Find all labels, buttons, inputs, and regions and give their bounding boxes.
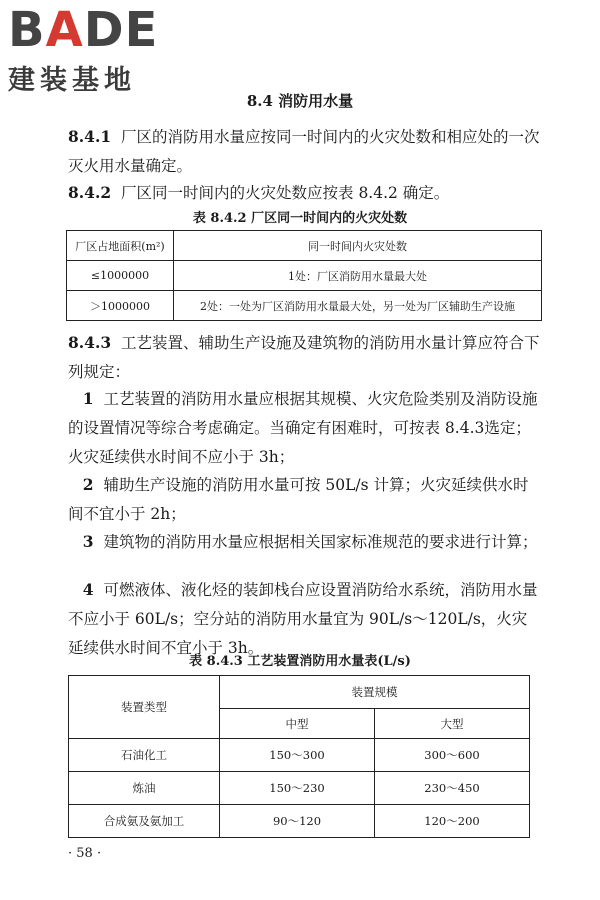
logo — [8, 2, 159, 97]
table-row — [69, 772, 530, 805]
header-cell: 厂区占地面积(m²) — [67, 231, 174, 261]
table-row — [67, 261, 542, 291]
table-cell: 120～200 — [375, 805, 530, 838]
item-number: 4 — [82, 580, 94, 599]
table-cell: 1处：厂区消防用水量最大处 — [174, 261, 542, 291]
table-row — [67, 291, 542, 321]
clause-number: 8.4.2 — [68, 183, 112, 202]
item-number: 3 — [82, 532, 94, 551]
header-cell: 大型 — [375, 709, 530, 739]
clause-text: 厂区同一时间内的火灾处数应按表 8.4.2 确定。 — [121, 184, 450, 202]
clause-number: 8.4.1 — [68, 127, 112, 146]
table-cell: ＞1000000 — [67, 291, 174, 321]
list-item — [68, 384, 540, 472]
clause-text: 厂区的消防用水量应按同一时间内的火灾处数和相应处的一次灭火用水量确定。 — [68, 128, 540, 175]
table-cell: 150～230 — [220, 772, 375, 805]
list-item — [68, 527, 540, 557]
table-caption: 表 8.4.3 工艺装置消防用水量表(L/s) — [189, 654, 411, 669]
table-cell: 300～600 — [375, 739, 530, 772]
table-cell: 石油化工 — [69, 739, 220, 772]
table-row — [69, 805, 530, 838]
clause-8-4-1 — [68, 122, 540, 181]
table-cell: 2处：一处为厂区消防用水量最大处，另一处为厂区辅助生产设施 — [174, 291, 542, 321]
header-cell: 中型 — [220, 709, 375, 739]
item-number: 1 — [82, 389, 94, 408]
fire-count-table — [66, 230, 542, 321]
logo-subtitle: 建装基地 — [8, 65, 136, 96]
table-caption: 表 8.4.2 厂区同一时间内的火灾处数 — [192, 211, 408, 226]
section-title: 8.4 消防用水量 — [246, 92, 354, 110]
item-text: 可燃液体、液化烃的装卸栈台应设置消防给水系统，消防用水量不应小于 60L/s；空分站的消防用水量宜为 90L/s～120L/s，火灾延续供水时间不宜小于 3h。 — [68, 581, 538, 657]
water-demand-table — [68, 675, 530, 838]
table-cell: 150～300 — [220, 739, 375, 772]
table-cell: 230～450 — [375, 772, 530, 805]
table-row — [69, 739, 530, 772]
header-cell: 装置规模 — [220, 676, 530, 709]
header-cell: 装置类型 — [69, 676, 220, 739]
header-cell: 同一时间内火灾处数 — [174, 231, 542, 261]
clause-text: 工艺装置、辅助生产设施及建筑物的消防用水量计算应符合下列规定： — [68, 334, 540, 381]
list-item — [68, 470, 540, 529]
clause-8-4-2 — [68, 178, 540, 208]
table-header-row — [69, 676, 530, 709]
table-cell: ≤1000000 — [67, 261, 174, 291]
clause-8-4-3 — [68, 328, 540, 387]
table-cell: 炼油 — [69, 772, 220, 805]
table-header-row — [67, 231, 542, 261]
page-number: · 58 · — [68, 846, 102, 861]
clause-number: 8.4.3 — [68, 333, 112, 352]
item-text: 工艺装置的消防用水量应根据其规模、火灾危险类别及消防设施的设置情况等综合考虑确定。当确定有困难时，可按表 8.4.3选定；火灾延续供水时间不应小于 3h； — [68, 390, 538, 466]
table-cell: 90～120 — [220, 805, 375, 838]
item-text: 建筑物的消防用水量应根据相关国家标准规范的要求进行计算； — [103, 533, 538, 551]
logo-wordmark: BADE — [8, 2, 159, 58]
table-cell: 合成氨及氨加工 — [69, 805, 220, 838]
item-text: 辅助生产设施的消防用水量可按 50L/s 计算；火灾延续供水时间不宜小于 2h； — [68, 476, 529, 523]
item-number: 2 — [82, 475, 94, 494]
